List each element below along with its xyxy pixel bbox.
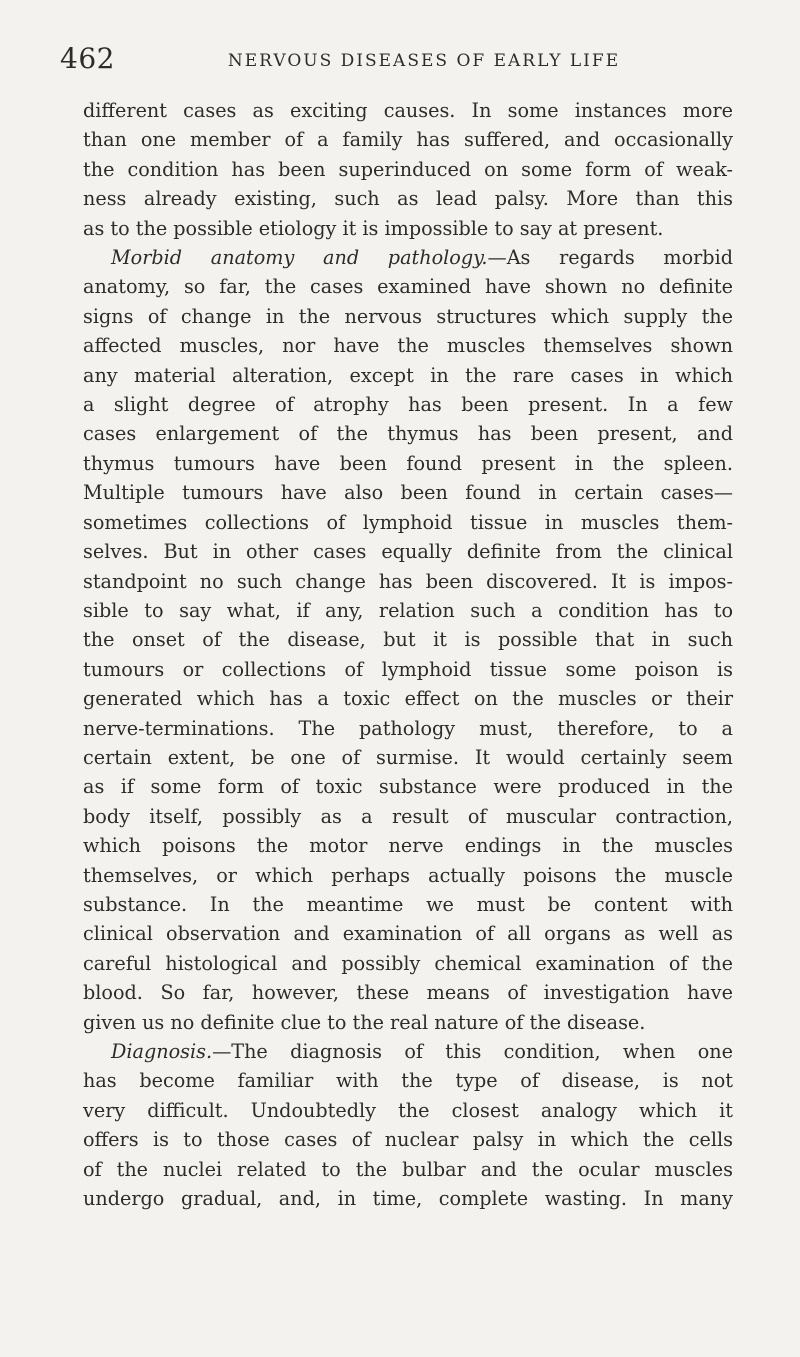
text-line: as to the possible etiology it is impossible to say at present. xyxy=(83,216,664,240)
text-fragment: —As regards morbid xyxy=(487,246,733,270)
page-number: 462 xyxy=(60,42,115,75)
text-line: certain extent, be one of surmise. It would certainly seem xyxy=(83,745,733,769)
text-line: a slight degree of atrophy has been present. In a few xyxy=(83,393,733,417)
text-line: signs of change in the nervous structures which supply the xyxy=(83,304,733,328)
text-line: the onset of the disease, but it is possible that in such xyxy=(83,628,733,652)
text-line: given us no definite clue to the real nature of the disease. xyxy=(83,1010,646,1034)
text-line: very difficult. Undoubtedly the closest analogy which it xyxy=(83,1098,733,1122)
text-line: themselves, or which perhaps actually poisons the muscle xyxy=(83,863,733,887)
text-line: sible to say what, if any, relation such a condition has to xyxy=(83,598,733,622)
text-line: Multiple tumours have also been found in certain cases— xyxy=(83,481,733,505)
text-line: than one member of a family has suffered, and occasionally xyxy=(83,128,733,152)
running-head xyxy=(60,42,728,86)
text-line: anatomy, so far, the cases examined have shown no definite xyxy=(83,275,733,299)
text-line: body itself, possibly as a result of muscular contraction, xyxy=(83,804,733,828)
text-line: blood. So far, however, these means of investigation have xyxy=(83,981,733,1005)
text-line: tumours or collections of lymphoid tissue some poison is xyxy=(83,657,733,681)
text-line: as if some form of toxic substance were produced in the xyxy=(83,775,733,799)
section-heading-diagnosis: Diagnosis. xyxy=(111,1040,213,1063)
text-line: the condition has been superinduced on some form of weak- xyxy=(83,157,733,181)
text-line: different cases as exciting causes. In some instances more xyxy=(83,99,733,122)
text-line: any material alteration, except in the rare cases in which xyxy=(83,363,733,387)
text-line: ness already existing, such as lead palsy. More than this xyxy=(83,187,733,211)
text-line: sometimes collections of lymphoid tissue in muscles them- xyxy=(83,510,733,534)
text-line: has become familiar with the type of disease, is not xyxy=(83,1069,733,1093)
text-line: thymus tumours have been found present in the spleen. xyxy=(83,451,733,475)
text-line: careful histological and possibly chemical examination of the xyxy=(83,951,733,975)
text-line: selves. But in other cases equally definite from the clinical xyxy=(83,540,733,564)
text-line: substance. In the meantime we must be content with xyxy=(83,892,733,916)
body-text xyxy=(83,96,733,1213)
running-title: NERVOUS DISEASES OF EARLY LIFE xyxy=(227,51,621,71)
section-heading-morbid-anatomy: Morbid anatomy and pathology. xyxy=(111,246,488,270)
text-line xyxy=(83,243,733,272)
text-line: offers is to those cases of nuclear palsy in which the cells xyxy=(83,1128,733,1152)
text-line: standpoint no such change has been discovered. It is impos- xyxy=(83,569,733,593)
text-line: nerve-terminations. The pathology must, therefore, to a xyxy=(83,716,733,740)
text-line: which poisons the motor nerve endings in the muscles xyxy=(83,834,733,858)
text-line xyxy=(83,1037,733,1066)
text-line: undergo gradual, and, in time, complete wasting. In many xyxy=(83,1187,733,1211)
text-line: of the nuclei related to the bulbar and the ocular muscles xyxy=(83,1157,733,1181)
text-line: affected muscles, nor have the muscles themselves shown xyxy=(83,334,733,358)
text-line: cases enlargement of the thymus has been present, and xyxy=(83,422,733,446)
text-line: generated which has a toxic effect on the muscles or their xyxy=(83,687,733,711)
text-fragment: —The diagnosis of this condition, when one xyxy=(212,1040,733,1063)
text-line: clinical observation and examination of all organs as well as xyxy=(83,922,733,946)
